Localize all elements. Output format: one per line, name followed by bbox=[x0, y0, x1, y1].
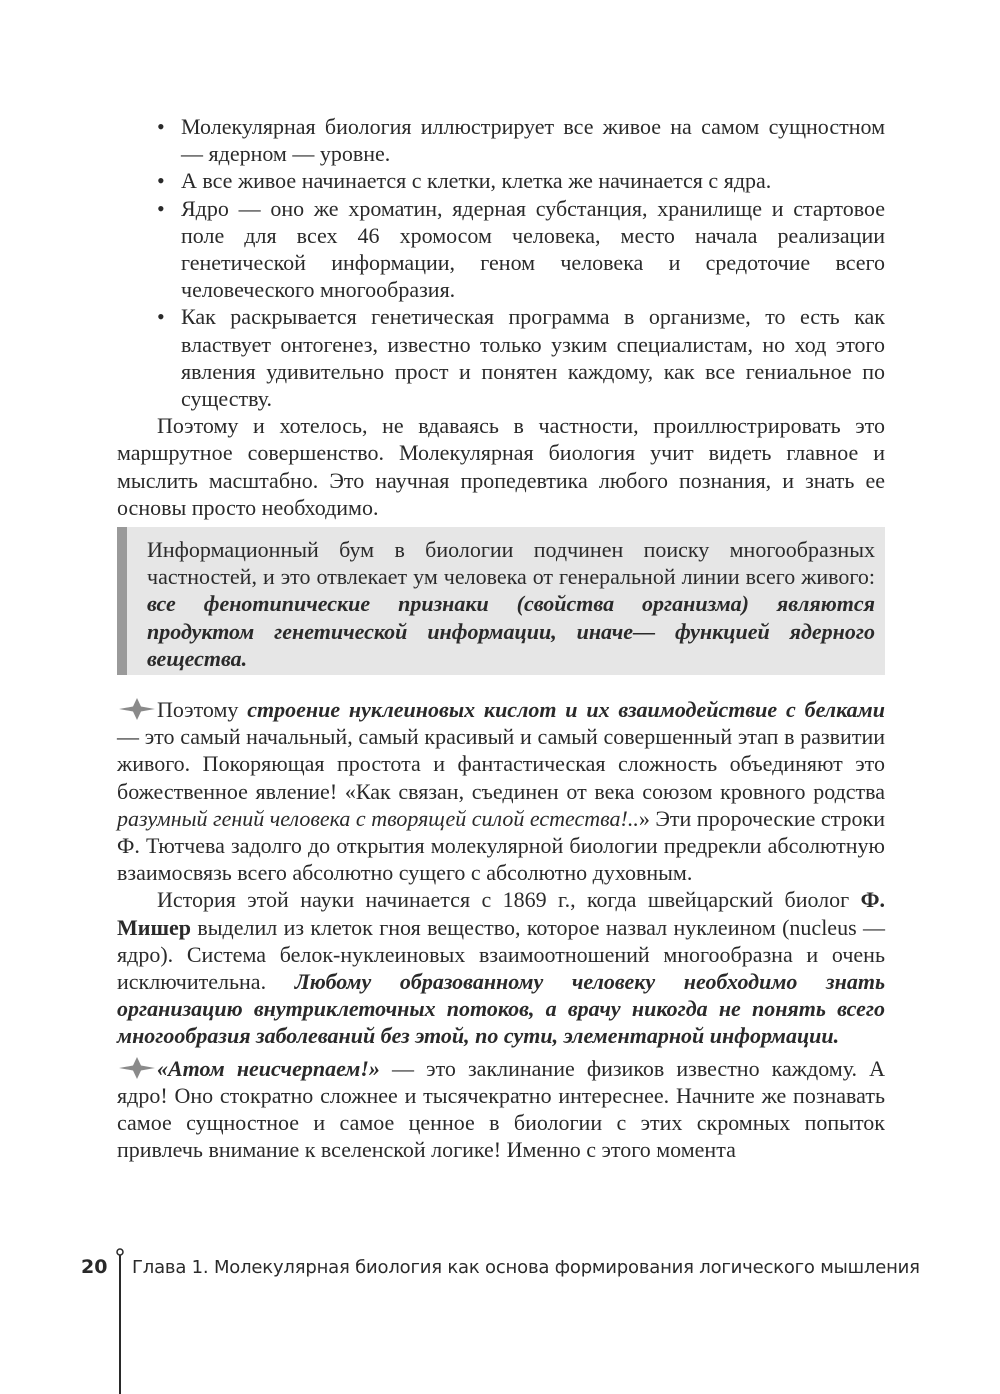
para-emphasis: Любому образованному человеку необходимо знать организацию внутриклеточных потоков, а врачу никогда не понять всего многообразия заболеваний без этой, по сути, элементарной информации. bbox=[117, 969, 885, 1049]
list-item-text: Ядро — оно же хроматин, ядерная субстанция, хранилище и стартовое поле для всех 46 хромосом человека, место начала реализации генетической информации, геном человека и средоточие всего человеческого многообразия. bbox=[181, 195, 885, 303]
person-name: Ф. Мишер bbox=[117, 887, 885, 940]
para-lead: История этой науки начинается с 1869 г., когда швейцарский биолог bbox=[157, 887, 861, 913]
callout-emphasis: все фенотипические признаки (свойства организма) являются продуктом генетической информации, иначе— функцией ядерного вещества. bbox=[147, 591, 875, 671]
para-text: выделил из клеток гноя вещество, которое назвал нуклеином (nucleus — ядро). Система белок-нуклеиновых взаимоотношений многообразна и очень исключительна. bbox=[117, 914, 885, 995]
para-text: — это заклинание физиков известно каждому. А ядро! Оно стократно сложнее и тысячекратно интереснее. Начните же познавать самое сущностное и самое ценное в биологии с этих скромных попыток привлечь внимание к вселенской логике! Именно с этого момента bbox=[117, 1055, 885, 1163]
star-marker-icon bbox=[117, 698, 157, 720]
list-item-text: Как раскрывается генетическая программа в организме, то есть как властвует онтогенез, известно только узким специалистам, но ход этого явления удивительно прост и понятен каждому, как все гениальное по существу. bbox=[181, 304, 885, 412]
paragraph-intro: Поэтому и хотелось, не вдаваясь в частности, проиллюстрировать это маршрутное совершенство. Молекулярная биология учит видеть главное и мыслить масштабно. Это научная пропедевтика любого познания, и знать ее основы просто необходимо. bbox=[117, 413, 885, 520]
para-text: — это самый начальный, самый красивый и самый совершенный этап в развитии живого. Покоряющая простота и фантастическая сложность объединяют это божественное явление! «Как связан, съединен от века союзом кровного родства bbox=[117, 724, 885, 804]
para-text: » Эти пророческие строки Ф. Тютчева задолго до открытия молекулярной биологии предрекли абсолютную взаимосвязь всего абсолютно сущего с абсолютно духовным. bbox=[117, 805, 885, 886]
list-item-text: Молекулярная биология иллюстрирует все живое на самом сущностном — ядерном — уровне. bbox=[181, 114, 885, 167]
page-footer bbox=[0, 1256, 1000, 1393]
paragraph-history bbox=[117, 886, 885, 1049]
list-item bbox=[117, 195, 885, 304]
list-item bbox=[117, 303, 885, 412]
paragraph-atom bbox=[117, 1055, 885, 1164]
footer-rule-icon bbox=[116, 1248, 128, 1394]
para-emphasis: строение нуклеиновых кислот и их взаимодействие с белками bbox=[247, 697, 885, 722]
paragraph-nucleic-acids bbox=[117, 696, 885, 886]
page-number: 20 bbox=[81, 1256, 108, 1278]
bullet-marker: • bbox=[157, 304, 165, 330]
para-emphasis: «Атом неисчерпаем!» bbox=[157, 1055, 380, 1081]
callout-box bbox=[117, 527, 885, 675]
para-lead: Поэтому bbox=[157, 697, 248, 722]
bullet-marker: • bbox=[157, 195, 165, 221]
bullet-block bbox=[117, 113, 885, 521]
bullet-marker: • bbox=[157, 168, 165, 194]
list-item bbox=[117, 167, 885, 194]
body-block bbox=[117, 696, 885, 1163]
callout-text bbox=[147, 536, 875, 672]
bullet-marker: • bbox=[157, 114, 165, 139]
list-item-text: А все живое начинается с клетки, клетка же начинается с ядра. bbox=[181, 168, 772, 194]
bullet-list bbox=[117, 113, 885, 412]
list-item bbox=[117, 113, 885, 167]
star-marker-icon bbox=[117, 1057, 157, 1079]
quote-italic: разумный гений человека с творящей силой естества!.. bbox=[117, 805, 639, 831]
running-head: Глава 1. Молекулярная биология как основа формирования логического мышления bbox=[132, 1257, 920, 1278]
callout-plain: Информационный бум в биологии подчинен поиску многообразных частностей, и это отвлекает ум человека от генеральной линии всего живого: bbox=[147, 537, 875, 590]
